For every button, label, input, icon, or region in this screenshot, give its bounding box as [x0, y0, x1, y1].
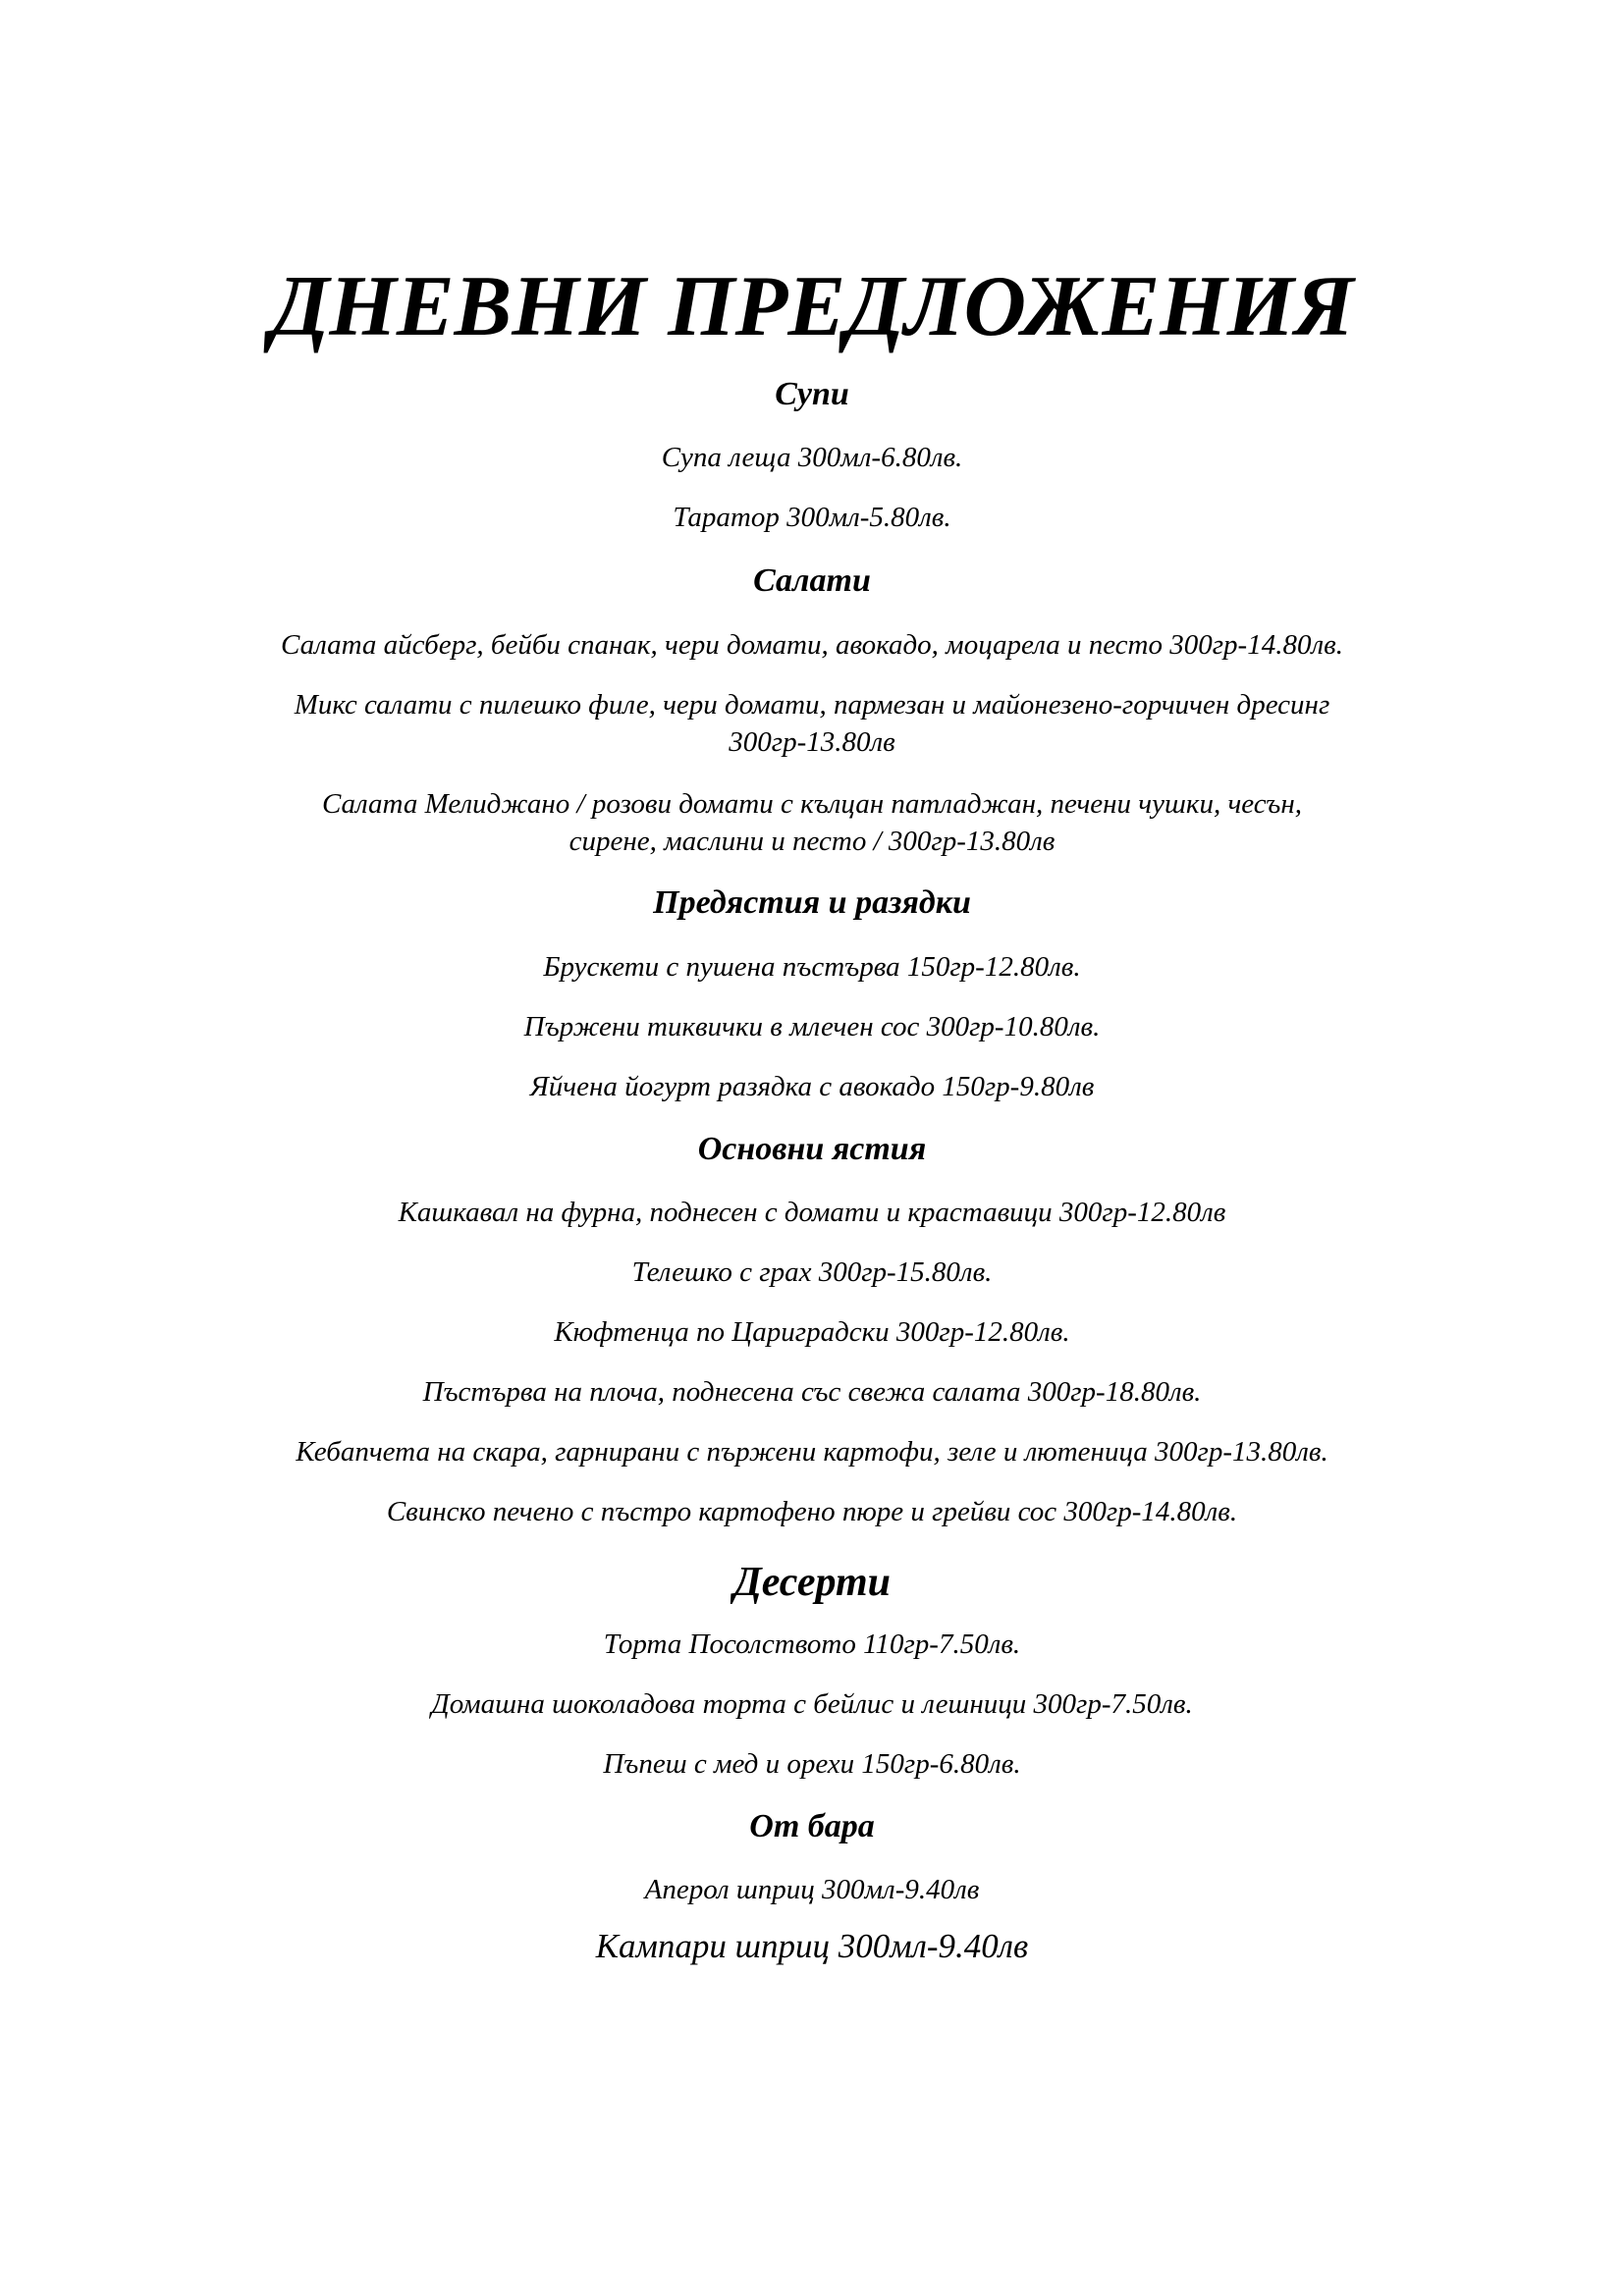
section-heading-soups: Супи — [775, 376, 849, 412]
menu-item-line-2: 300гр-13.80лв — [729, 726, 895, 758]
section-heading-starters: Предястия и разядки — [653, 884, 971, 921]
menu-item: Пъпеш с мед и орехи 150гр-6.80лв. — [603, 1748, 1021, 1780]
menu-item-line-1: Салата Мелиджано / розови домати с кълцан патладжан, печени чушки, чесън, — [322, 788, 1302, 820]
menu-item: Салата айсберг, бейби спанак, чери домати, авокадо, моцарела и песто 300гр-14.80лв. — [281, 629, 1343, 661]
section-heading-mains: Основни ястия — [697, 1131, 927, 1167]
menu-item: Кебапчета на скара, гарнирани с пържени картофи, зеле и лютеница 300гр-13.80лв. — [296, 1436, 1328, 1468]
menu-item: Свинско печено с пъстро картофено пюре и грейви сос 300гр-14.80лв. — [386, 1496, 1238, 1527]
menu-item: Кашкавал на фурна, поднесен с домати и краставици 300гр-12.80лв — [398, 1197, 1226, 1228]
menu-item: Торта Посолството 110гр-7.50лв. — [603, 1629, 1021, 1660]
menu-item-line-2: сирене, маслини и песто / 300гр-13.80лв — [568, 826, 1056, 857]
menu-item: Пъстърва на плоча, поднесена със свежа салата 300гр-18.80лв. — [422, 1376, 1202, 1408]
page-title: ДНЕВНИ ПРЕДЛОЖЕНИЯ — [270, 259, 1354, 354]
menu-item: Пържени тиквички в млечен сос 300гр-10.80лв. — [523, 1011, 1101, 1042]
menu-item: Домашна шоколадова торта с бейлис и лешници 300гр-7.50лв. — [431, 1688, 1193, 1720]
menu-item: Брускети с пушена пъстърва 150гр-12.80лв. — [543, 951, 1081, 983]
menu-item: Кампари шприц 300мл-9.40лв — [595, 1927, 1029, 1965]
menu-item: Таратор 300мл-5.80лв. — [673, 502, 951, 533]
menu-item: Кюфтенца по Цариградски 300гр-12.80лв. — [554, 1316, 1070, 1348]
menu-item: Аперол шприц 300мл-9.40лв — [644, 1874, 980, 1905]
menu-item: Супа леща 300мл-6.80лв. — [661, 442, 963, 473]
menu-item: Яйчена йогурт разядка с авокадо 150гр-9.80лв — [529, 1071, 1095, 1102]
menu-item-line-1: Микс салати с пилешко филе, чери домати, пармезан и майонезено-горчичен дресинг — [294, 689, 1330, 721]
menu-item: Телешко с грах 300гр-15.80лв. — [631, 1256, 993, 1288]
section-heading-salads: Салати — [753, 562, 871, 599]
section-heading-desserts: Десерти — [733, 1560, 891, 1605]
section-heading-bar: От бара — [749, 1808, 875, 1844]
